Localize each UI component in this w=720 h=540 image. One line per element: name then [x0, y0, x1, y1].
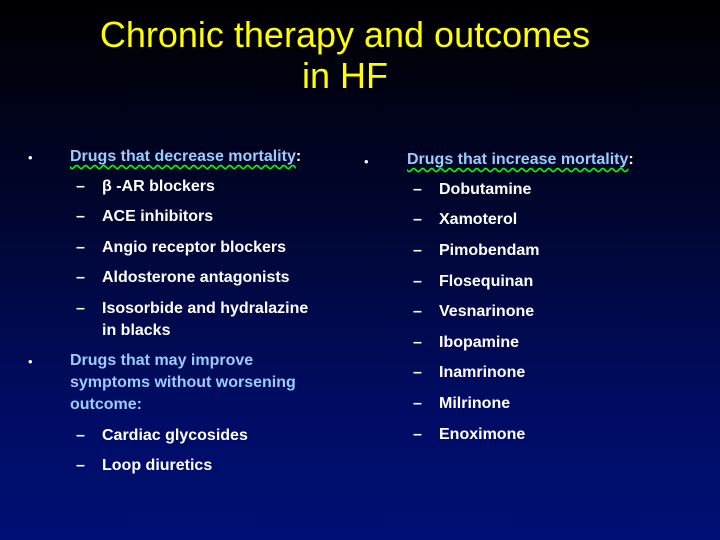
item-wrap: [102, 298, 308, 342]
item-text: ACE inhibitors: [102, 208, 214, 225]
dash-icon: –: [76, 300, 85, 317]
item-text: Milrinone: [439, 395, 511, 412]
item-text: Xamoterol: [439, 211, 518, 228]
item-text: Inamrinone: [439, 364, 526, 381]
list-item-angio-receptor-blockers: [76, 237, 286, 259]
list-item-inamrinone: [413, 362, 525, 384]
list-item-loop-diuretics: [76, 455, 212, 477]
bullet-icon: •: [28, 150, 33, 165]
heading-may-improve-line-2: symptoms without worsening: [70, 374, 296, 391]
item-text: Loop diuretics: [102, 457, 213, 474]
heading-may-improve-line-1: Drugs that may improve: [70, 352, 254, 369]
item-text: Isosorbide and hydralazine: [102, 300, 309, 317]
dash-icon: –: [413, 426, 422, 443]
list-item-ace-inhibitors: [76, 206, 213, 228]
heading-decrease-colon: :: [295, 148, 302, 165]
dash-icon: –: [413, 242, 422, 259]
heading-may-improve-line-3: outcome:: [70, 396, 142, 413]
dash-icon: –: [76, 239, 85, 256]
list-item-enoximone: [413, 424, 525, 446]
item-text: Angio receptor blockers: [102, 239, 287, 256]
dash-icon: –: [76, 269, 85, 286]
bullet-icon: •: [28, 354, 33, 369]
item-text: β -AR blockers: [102, 178, 215, 195]
item-text: Vesnarinone: [439, 303, 535, 320]
list-item-milrinone: [413, 393, 510, 415]
title-line-1: Chronic therapy and outcomes: [99, 14, 591, 55]
heading-increase-mortality-text: Drugs that increase mortality: [407, 151, 629, 168]
heading-decrease-mortality-text: Drugs that decrease mortality: [70, 148, 296, 165]
item-text: Enoximone: [439, 426, 526, 443]
list-item-beta-blockers: [76, 176, 215, 198]
heading-increase-mortality: [407, 149, 634, 171]
list-item-xamoterol: [413, 209, 517, 231]
list-item-aldosterone-antagonists: [76, 267, 290, 289]
dash-icon: –: [413, 334, 422, 351]
dash-icon: –: [76, 178, 85, 195]
list-item-isosorbide-hydralazine: [76, 298, 308, 342]
dash-icon: –: [76, 427, 85, 444]
item-text: Aldosterone antagonists: [102, 269, 290, 286]
list-item-dobutamine: [413, 179, 531, 201]
dash-icon: –: [413, 211, 422, 228]
dash-icon: –: [76, 208, 85, 225]
item-text: Dobutamine: [439, 181, 532, 198]
item-text-cont: in blacks: [102, 322, 171, 339]
list-item-pimobendam: [413, 240, 539, 262]
list-item-vesnarinone: [413, 301, 534, 323]
item-text: Ibopamine: [439, 334, 520, 351]
dash-icon: –: [413, 364, 422, 381]
list-item-flosequinan: [413, 271, 533, 293]
bullet-icon: •: [364, 154, 369, 169]
heading-may-improve: [70, 350, 296, 416]
item-text: Cardiac glycosides: [102, 427, 248, 444]
dash-icon: –: [413, 181, 422, 198]
list-item-cardiac-glycosides: [76, 425, 248, 447]
dash-icon: –: [76, 457, 85, 474]
heading-decrease-mortality: [70, 146, 301, 168]
dash-icon: –: [413, 395, 422, 412]
heading-increase-colon: :: [628, 151, 634, 168]
dash-icon: –: [413, 303, 422, 320]
item-text: Pimobendam: [439, 242, 540, 259]
list-item-ibopamine: [413, 332, 519, 354]
item-text: Flosequinan: [439, 273, 534, 290]
title-line-2: in HF: [301, 55, 388, 96]
dash-icon: –: [413, 273, 422, 290]
slide-title: [0, 14, 690, 96]
